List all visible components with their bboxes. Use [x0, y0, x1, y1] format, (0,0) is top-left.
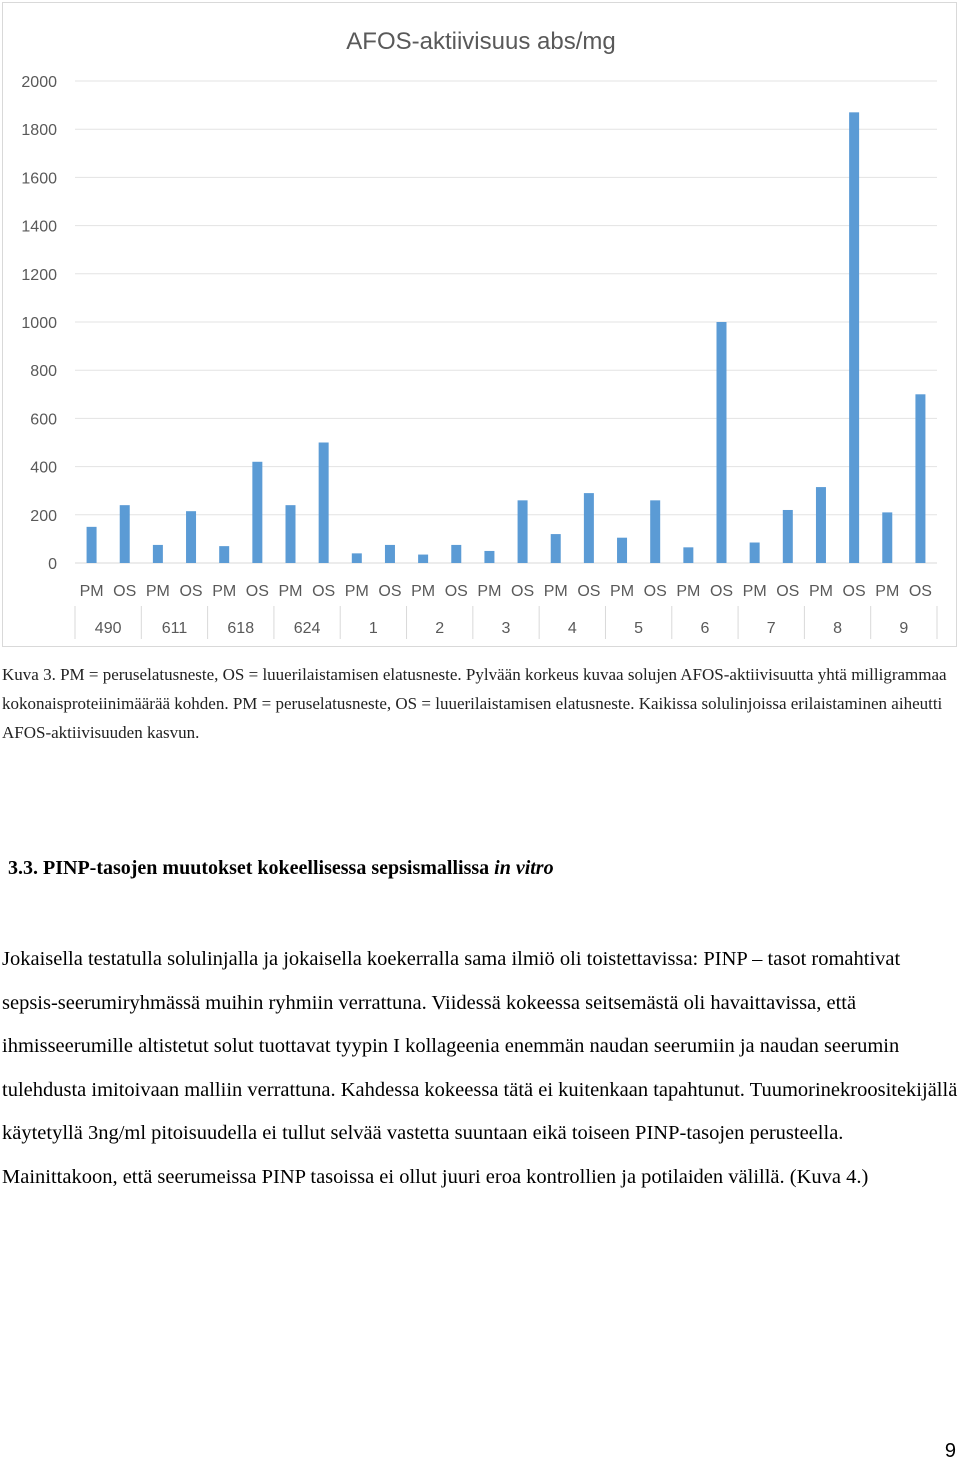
x-subcategory-label: OS [378, 583, 402, 600]
y-tick-label: 1000 [21, 315, 57, 332]
bar [518, 500, 528, 563]
bar [816, 487, 826, 563]
bar [286, 505, 296, 563]
y-tick-label: 1400 [21, 218, 57, 236]
bar [385, 545, 395, 563]
x-group-label: 7 [766, 620, 776, 637]
x-group-label: 624 [293, 620, 321, 637]
x-group-label: 4 [567, 620, 577, 637]
x-group-label: 8 [833, 620, 842, 637]
bar [584, 493, 594, 563]
y-tick-label: 800 [30, 363, 57, 381]
bar [717, 322, 727, 563]
section-heading-italic: in vitro [494, 857, 554, 879]
x-subcategory-label: OS [312, 583, 336, 600]
bar [418, 555, 428, 563]
bar [683, 547, 693, 563]
bar [153, 545, 163, 563]
y-tick-label: 1600 [21, 170, 57, 188]
bar [849, 112, 859, 563]
y-tick-label: 200 [30, 507, 57, 525]
bar [484, 551, 494, 563]
chart-title: AFOS-aktiivisuus abs/mg [346, 28, 616, 55]
section-heading [8, 857, 554, 880]
bar [750, 543, 760, 563]
x-group-label: 6 [700, 620, 710, 637]
x-group-label: 1 [368, 620, 378, 637]
bar [551, 534, 561, 563]
x-subcategory-label: OS [444, 583, 468, 600]
x-subcategory-label: PM [278, 583, 303, 600]
x-subcategory-label: PM [145, 583, 170, 600]
x-subcategory-label: OS [842, 583, 866, 600]
x-subcategory-label: PM [742, 583, 767, 600]
x-group-label: 5 [634, 620, 644, 637]
x-subcategory-label: OS [709, 583, 734, 600]
x-subcategory-label: OS [776, 583, 800, 600]
x-subcategory-label: PM [808, 583, 833, 600]
x-subcategory-label: OS [179, 583, 203, 600]
x-subcategory-label: PM [477, 583, 502, 600]
bar [617, 538, 627, 563]
y-tick-label: 1800 [21, 122, 57, 140]
bar [186, 511, 196, 563]
x-group-label: 9 [899, 620, 909, 637]
x-subcategory-label: OS [245, 583, 269, 600]
x-group-label: 3 [501, 620, 511, 637]
y-tick-label: 400 [30, 459, 57, 477]
x-subcategory-label: PM [543, 583, 568, 600]
x-subcategory-label: PM [610, 583, 635, 600]
x-group-label: 611 [161, 620, 188, 637]
bar [650, 500, 660, 563]
y-tick-label: 1200 [21, 266, 57, 284]
body-paragraph: Jokaisella testatulla solulinjalla ja jokaisella koekerralla sama ilmiö oli toistettavissa: PINP – tasot romahtivat sepsis-seerumiryhmässä muihin ryhmiin verrattuna. Viidessä kokeessa seitsemästä oli havaittavissa, että ihmisseerumille altistetut solut tuottavat tyypin I kollageenia enemmän naudan seerumiin ja naudan seerumin tulehdusta imitoivaan malliin verrattuna. Kahdessa kokeessa tätä ei kuitenkaan tapahtunut. Tuumorinekroositekijällä käytetyllä 3ng/ml pitoisuudella ei tullut selvää vastetta suuntaan eikä toiseen PINP-tasojen perusteella. Mainittakoon, että seerumeissa PINP tasoissa ei ollut juuri eroa kontrollien ja potilaiden välillä. (Kuva 4.) [2, 948, 958, 1188]
x-subcategory-label: OS [511, 583, 535, 600]
chart-canvas [3, 3, 958, 648]
x-subcategory-label: PM [79, 583, 104, 600]
x-subcategory-label: OS [113, 583, 137, 600]
x-subcategory-label: PM [344, 583, 369, 600]
y-tick-label: 2000 [21, 74, 57, 91]
x-subcategory-label: PM [676, 583, 701, 600]
section-heading-text: 3.3. PINP-tasojen muutokset kokeellisessa sepsismallissa [8, 857, 495, 879]
x-subcategory-label: OS [577, 583, 601, 600]
bar [120, 505, 130, 563]
bar [352, 553, 362, 563]
bar [219, 546, 229, 563]
x-subcategory-label: PM [875, 583, 900, 600]
bar [252, 462, 262, 563]
x-subcategory-label: OS [908, 583, 932, 600]
y-tick-label: 0 [48, 556, 57, 573]
x-group-label: 2 [435, 620, 445, 637]
bar [451, 545, 461, 563]
y-tick-label: 600 [30, 411, 57, 429]
bar [319, 443, 329, 564]
page-number: 9 [944, 1440, 956, 1462]
bar [882, 512, 892, 563]
bar [783, 510, 793, 563]
x-subcategory-label: OS [643, 583, 667, 600]
x-group-label: 618 [227, 620, 255, 637]
bar [915, 394, 925, 563]
x-subcategory-label: PM [411, 583, 436, 600]
x-subcategory-label: PM [212, 583, 237, 600]
figure-caption: Kuva 3. PM = peruselatusneste, OS = luuerilaistamisen elatusneste. Pylvään korkeus kuvaa solujen AFOS-aktiivisuutta yhtä milligrammaa kokonaisproteiinimäärää kohden. PM = peruselatusneste, OS = luuerilaistamisen elatusneste. Kaikissa solulinjoissa erilaistaminen aiheutti AFOS-aktiivisuuden kasvun. [2, 665, 947, 742]
x-group-label: 490 [94, 620, 122, 637]
bar-chart [2, 2, 957, 647]
bar [87, 527, 97, 563]
